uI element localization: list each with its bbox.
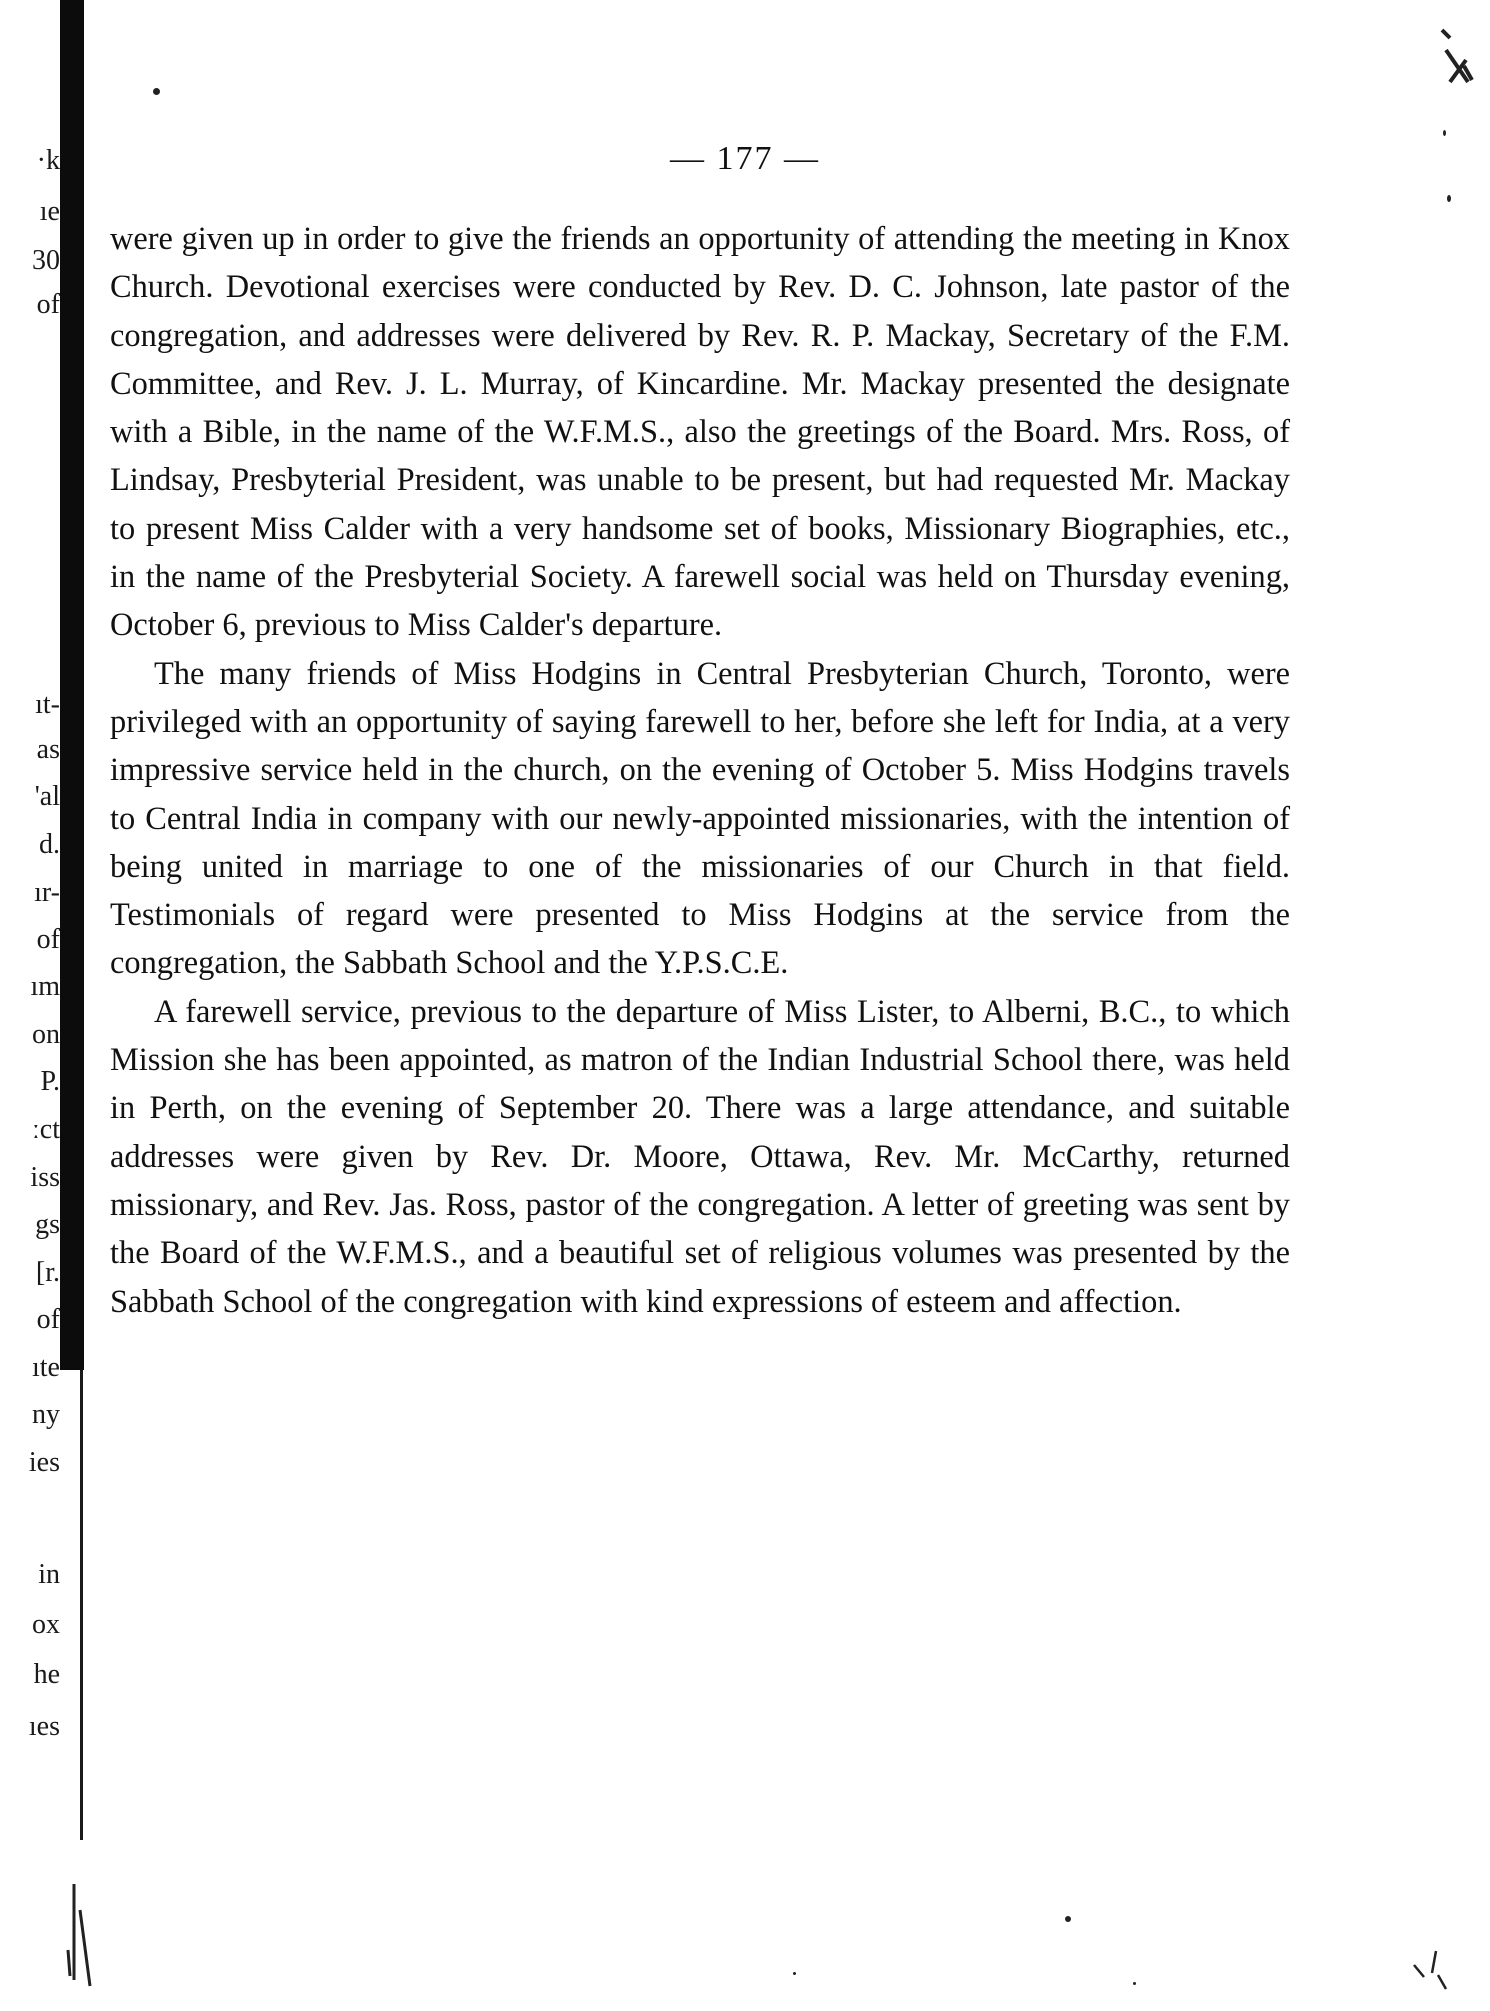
margin-fragment: d. xyxy=(39,829,60,860)
margin-fragment: of xyxy=(36,1304,60,1335)
margin-fragment: ies xyxy=(28,1447,60,1478)
binding-rule xyxy=(80,1370,83,1840)
paragraph: A farewell service, previous to the departure of Miss Lister, to Alberni, B.C., to which Mission she has been appointed, as matron of the Indian Industrial School there, was held in Perth, on the evening of September 20. There was a large attendance, and suitable addresses were given by Rev. Dr. Moore, Ottawa, Rev. Mr. McCarthy, returned missionary, and Rev. Jas. Ross, pastor of the congregation. A letter of greeting was sent by the Board of the W.F.M.S., and a beautiful set of religious volumes was presented by the Sabbath School of the congregation with kind expressions of esteem and affection. xyxy=(110,993,1290,1320)
margin-fragment: 30 xyxy=(32,245,60,276)
edge-scan-mark xyxy=(60,1880,100,1990)
edge-scan-mark xyxy=(1438,20,1478,90)
margin-fragment: ny xyxy=(32,1399,60,1430)
margin-fragment: in xyxy=(38,1559,60,1590)
margin-fragment: as xyxy=(36,734,60,765)
margin-fragment: ːct xyxy=(32,1114,60,1145)
facing-page-fragments xyxy=(0,0,60,1800)
scan-speck xyxy=(793,1972,796,1975)
margin-fragment: 'al xyxy=(34,781,60,812)
margin-fragment: ıt- xyxy=(35,689,60,720)
margin-fragment: P. xyxy=(40,1066,60,1097)
margin-fragment: iss xyxy=(30,1162,60,1193)
margin-fragment: ım xyxy=(30,971,60,1002)
margin-fragment: ıte xyxy=(32,1352,60,1383)
paragraph: The many friends of Miss Hodgins in Central Presbyterian Church, Toronto, were privileged with an opportunity of saying farewell to her, before she left for India, at a very impressive service held in the church, on the evening of October 5. Miss Hodgins travels to Central India in company with our newly-appointed missionaries, with the intention of being united in marriage to one of the missionaries of our Church in that field. Testimonials of regard were presented to Miss Hodgins at the service from the congregation, the Sabbath School and the Y.P.S.C.E. xyxy=(110,655,1290,982)
scan-speck xyxy=(1133,1982,1136,1985)
edge-scan-mark xyxy=(1408,1945,1458,1995)
margin-fragment: he xyxy=(33,1659,60,1690)
scan-speck xyxy=(1065,1916,1071,1922)
scan-speck xyxy=(1443,130,1446,136)
margin-fragment: [r. xyxy=(35,1257,60,1288)
binding-gutter xyxy=(60,0,84,1370)
scan-speck xyxy=(153,88,160,95)
scan-speck xyxy=(1447,195,1451,202)
margin-fragment: gs xyxy=(35,1209,60,1240)
margin-fragment: ıe xyxy=(39,196,60,227)
margin-fragment: of xyxy=(36,289,60,320)
margin-fragment: ıes xyxy=(28,1711,60,1742)
page-number: — 177 — xyxy=(670,140,820,177)
paragraph: were given up in order to give the friends an opportunity of attending the meeting in Knox Church. Devotional exercises were conducted by Rev. D. C. Johnson, late pastor of the congregation, and addresses were delivered by Rev. R. P. Mackay, Secretary of the F.M. Committee, and Rev. J. L. Murray, of Kincardine. Mr. Mackay presented the designate with a Bible, in the name of the W.F.M.S., also the greetings of the Board. Mrs. Ross, of Lindsay, Presbyterial President, was unable to be present, but had requested Mr. Mackay to present Miss Calder with a very handsome set of books, Missionary Biographies, etc., in the name of the Presbyterial Society. A farewell social was held on Thursday evening, October 6, previous to Miss Calder's departure. xyxy=(110,221,1290,644)
margin-fragment: on xyxy=(32,1019,60,1050)
page-body xyxy=(110,215,1290,1326)
margin-fragment: ır- xyxy=(34,877,60,908)
margin-fragment: ·k xyxy=(36,145,60,176)
margin-fragment: of xyxy=(36,924,60,955)
margin-fragment: ox xyxy=(32,1609,60,1640)
